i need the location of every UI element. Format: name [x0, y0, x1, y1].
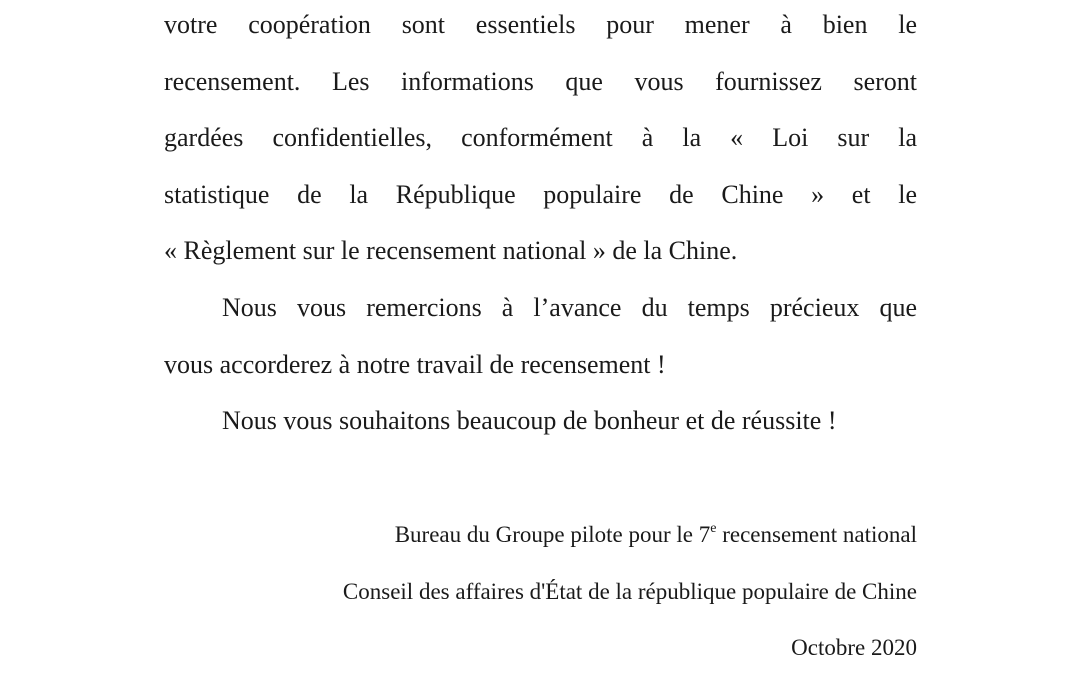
signature-bureau-text-start: Bureau du Groupe pilote pour le 7: [394, 522, 711, 547]
closing-line: Nous vous souhaitons beaucoup de bonheur et de réussite !: [222, 406, 837, 435]
signature-bureau-text-end: recensement national: [716, 522, 917, 547]
paragraph-2-line-2: vous accorderez à notre travail de recensement !: [164, 350, 666, 379]
signature-bureau-superscript: e: [710, 521, 717, 536]
paragraph-1-line-1: votre coopération sont essentiels pour mener à bien le: [164, 10, 917, 39]
signature-date: Octobre 2020: [791, 635, 917, 660]
paragraph-1-line-2: recensement. Les informations que vous fournissez seront: [164, 67, 917, 96]
signature-bureau: [395, 520, 917, 554]
paragraph-1-line-4: statistique de la République populaire de Chine » et le: [164, 180, 917, 209]
paragraph-1-line-5: « Règlement sur le recensement national » de la Chine.: [164, 236, 738, 265]
paragraph-1-line-3: gardées confidentielles, conformément à la « Loi sur la: [164, 123, 917, 152]
signature-council: Conseil des affaires d'État de la république populaire de Chine: [342, 579, 917, 604]
paragraph-2-line-1: Nous vous remercions à l’avance du temps précieux que: [222, 293, 917, 322]
